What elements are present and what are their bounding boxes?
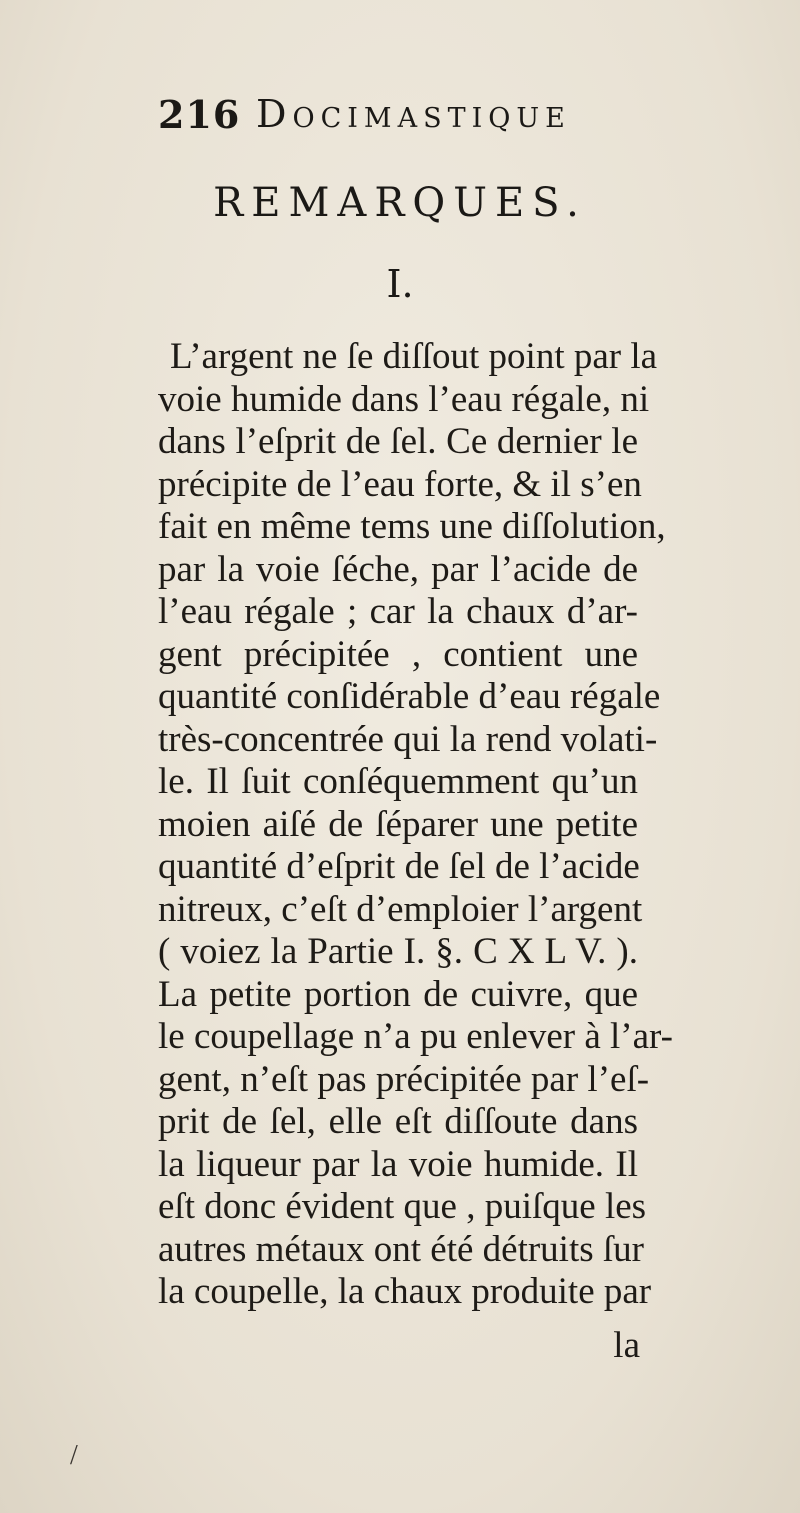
text-line: quantité conſidérable d’eau régale xyxy=(158,676,661,717)
margin-mark: / xyxy=(70,1440,78,1471)
running-title: Docimastique xyxy=(256,92,571,136)
text-line: voie humide dans l’eau régale, ni xyxy=(158,378,650,420)
text-line: nitreux, c’eſt d’emploier l’argent xyxy=(158,888,643,930)
page-header xyxy=(158,92,658,152)
text-line: par la voie ſéche, par l’acide de xyxy=(158,548,638,590)
text-line: précipite de l’eau forte, & il s’en xyxy=(158,463,642,505)
text-line: gent précipitée , contient une xyxy=(158,633,638,675)
text-line: gent, n’eſt pas précipitée par l’eſ- xyxy=(158,1058,650,1100)
page-number: 216 xyxy=(158,92,241,137)
text-line: prit de ſel, elle eſt diſſoute dans xyxy=(158,1101,638,1142)
text-line: la coupelle, la chaux produite par xyxy=(158,1271,652,1312)
text-line: eſt donc évident que , puiſque les xyxy=(158,1186,647,1227)
text-line: quantité d’eſprit de ſel de l’acide xyxy=(158,846,640,887)
section-title: REMARQUES. xyxy=(213,180,587,226)
text-line: autres métaux ont été détruits ſur xyxy=(158,1228,644,1270)
text-line: moien aiſé de ſéparer une petite xyxy=(158,803,638,845)
text-line: la liqueur par la voie humide. Il xyxy=(158,1143,638,1185)
remark-number: I. xyxy=(386,262,414,306)
catchword: la xyxy=(613,1325,640,1366)
text-line: l’eau régale ; car la chaux d’ar- xyxy=(158,591,638,632)
text-line: La petite portion de cuivre, que xyxy=(158,973,638,1015)
text-line: très-concentrée qui la rend volati- xyxy=(158,718,658,760)
body-text xyxy=(158,336,673,1314)
text-line: le coupellage n’a pu enlever à l’ar- xyxy=(158,1016,673,1057)
text-line: le. Il ſuit conſéquemment qu’un xyxy=(158,761,638,802)
text-line: fait en même tems une diſſolution, xyxy=(158,506,666,547)
text-line: dans l’eſprit de ſel. Ce dernier le xyxy=(158,421,638,462)
text-line: L’argent ne ſe diſſout point par la xyxy=(170,336,658,377)
text-line: ( voiez la Partie I. §. C X L V. ). xyxy=(158,931,638,972)
